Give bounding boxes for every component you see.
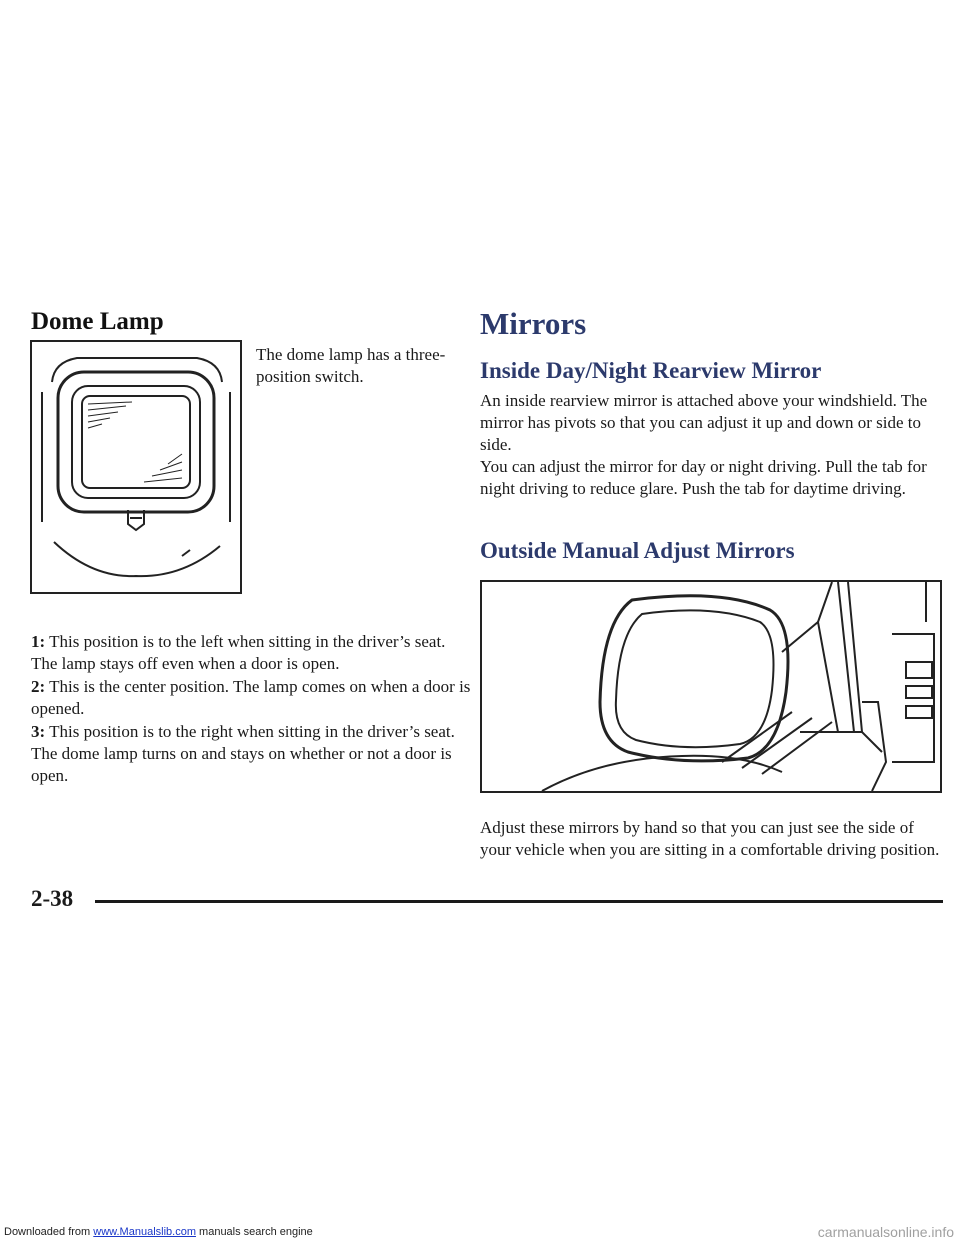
outside-mirror-heading: Outside Manual Adjust Mirrors — [480, 538, 795, 563]
position-1-label: 1: — [31, 632, 46, 651]
outside-mirror-illustration — [480, 580, 942, 793]
position-3-label: 3: — [31, 722, 46, 741]
dome-lamp-illustration — [30, 340, 242, 594]
position-2-desc: This is the center position. The lamp comes on when a door is opened. — [31, 677, 471, 718]
position-1-text — [31, 631, 471, 675]
manualslib-link[interactable]: www.Manualslib.com — [93, 1226, 196, 1238]
position-1-desc: This position is to the left when sitting in the driver’s seat. The lamp stays off even when a door is open. — [31, 632, 446, 673]
position-2-text — [31, 676, 471, 720]
dome-lamp-heading: Dome Lamp — [31, 308, 164, 335]
inside-mirror-paragraph-2: You can adjust the mirror for day or night driving. Pull the tab for night driving to reduce glare. Push the tab for daytime driving. — [480, 457, 927, 498]
download-suffix: manuals search engine — [195, 1226, 313, 1238]
inside-mirror-paragraph-1: An inside rearview mirror is attached above your windshield. The mirror has pivots so that you can adjust it up and down or side to side. — [480, 391, 928, 454]
position-3-text — [31, 721, 471, 787]
position-2-label: 2: — [31, 677, 46, 696]
page-number: 2-38 — [31, 886, 74, 911]
page-footer-rule — [31, 886, 943, 916]
watermark-site: carmanualsonline.info — [817, 1224, 954, 1240]
horizontal-rule — [95, 900, 943, 903]
dome-lamp-intro: The dome lamp has a three-position switch. — [256, 345, 446, 386]
outside-mirror-paragraph: Adjust these mirrors by hand so that you can just see the side of your vehicle when you are sitting in a comfortable driving position. — [480, 818, 940, 859]
position-3-desc: This position is to the right when sitting in the driver’s seat. The dome lamp turns on and stays on whether or not a door is open. — [31, 722, 455, 785]
inside-mirror-heading: Inside Day/Night Rearview Mirror — [480, 358, 822, 383]
download-prefix: Downloaded from — [4, 1226, 94, 1238]
mirrors-heading: Mirrors — [480, 306, 587, 341]
download-source-footer — [4, 1226, 313, 1238]
